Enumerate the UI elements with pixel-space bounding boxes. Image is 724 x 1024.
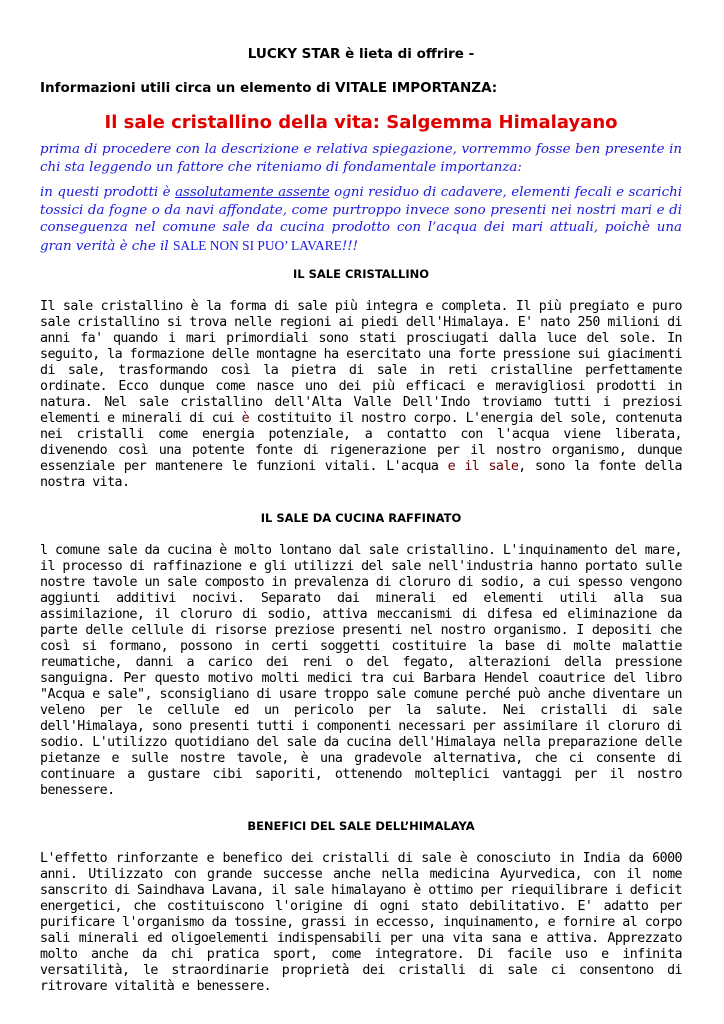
preface-text-b: ogni residuo di cadavere, elementi fecali e scarichi tossici da fogne o da navi affondate, come purtroppo invece sono presenti nei nostri mari e di conseguenza nel comune sale da cucina prodotto con l’acqua dei mari attuali, poichè una gran verità è che il	[40, 185, 682, 254]
page-title: Il sale cristallino della vita: Salgemma Himalayano	[104, 112, 618, 133]
section-text-accent-1: è	[241, 411, 250, 426]
section-text-part-b: costituito il nostro corpo. L'energia del sole, contenuta nei cristalli come energia potenziale, a contatto con l'acqua viene liberata, divenendo così una potente fonte di rigenerazione per il nostro organismo, dunque essenziale per mantenere le funzioni vitali. L'acqua	[40, 411, 682, 474]
section-text-accent-2: e il sale	[447, 459, 519, 474]
section-text-sale-da-cucina: l comune sale da cucina è molto lontano dal sale cristallino. L'inquinamento del mare, il processo di raffinazione e gli utilizzi del sale nell'industria hanno portato sulle nostre tavole un sale composto in prevalenza di cloruro di sodio, a cui spesso vengono aggiunti additivi nocivi. Separato dai minerali ed elementi utili alla sua assimilazione, il cloruro di sodio, attiva meccanismi di difesa ed eliminazione da parte delle cellule di risorse preziose presenti nel nostro organismo. I depositi che così si formano, possono in certi soggetti costituire la base di molte malattie reumatiche, danni a carico dei reni o del fegato, alterazioni della pressione sanguigna. Per questo motivo molti medici tra cui Barbara Hendel coautrice del libro "Acqua e sale", sconsigliano di usare troppo sale comune perché può anche diventare un veleno per le cellule ed un pericolo per la salute. Nei cristalli di sale dell'Himalaya, sono presenti tutti i componenti necessari per assimilare il cloruro di sodio. L'utilizzo quotidiano del sale da cucina dell'Himalaya nella preparazione delle pietanze e sulle nostre tavole, è una gradevole alternativa, che ci consente di continuare a gustare cibi saporiti, ottenendo molteplici vantaggi per il nostro benessere.	[40, 543, 682, 798]
section-text-part-c: , sono la fonte della nostra vita.	[40, 459, 682, 490]
preface-underlined-text: assolutamente assente	[175, 185, 330, 200]
intro-line-2: Informazioni utili circa un elemento di VITALE IMPORTANZA:	[40, 80, 498, 96]
section-heading-sale-da-cucina: IL SALE DA CUCINA RAFFINATO	[260, 511, 462, 525]
preface-paragraph-2	[40, 184, 682, 255]
section-heading-sale-cristallino: IL SALE CRISTALLINO	[292, 267, 430, 281]
preface-text-a: in questi prodotti è	[40, 185, 176, 200]
preface-text-end: !!!	[341, 238, 358, 254]
document-page	[40, 40, 682, 995]
section-text-sale-cristallino	[40, 299, 682, 491]
section-text-benefici: L'effetto rinforzante e benefico dei cristalli di sale è conosciuto in India da 6000 anni. Utilizzato con grande successe anche nella medicina Ayurvedica, con il nome sanscrito di Saindhava Lavana, il sale himalayano è ottimo per riequilibrare i deficit energetici, che costituiscono l'origine di ogni stato debilitativo. E' adatto per purificare l'organismo da tossine, grassi in eccesso, inquinamento, e fornire al corpo sali minerali ed oligoelementi indispensabili per una vita sana e attiva. Apprezzato molto anche da chi pratica sport, come integratore. Di facile uso e infinita versatilità, le straordinarie proprietà dei cristalli di sale ci consentono di ritrovare vitalità e benessere.	[40, 851, 682, 994]
section-heading-benefici: BENEFICI DEL SALE DELL’HIMALAYA	[247, 819, 475, 833]
intro-line-1: LUCKY STAR è lieta di offrire -	[247, 46, 475, 62]
preface-paragraph-1: prima di procedere con la descrizione e relativa spiegazione, vorremmo fosse ben presente in chi sta leggendo un fattore che riteniamo di fondamentale importanza:	[40, 142, 682, 175]
section-text-part-a: Il sale cristallino è la forma di sale più integra e completa. Il più pregiato e puro sale cristallino si trova nelle regioni ai piedi dell'Himalaya. E' nato 250 milioni di anni fa' quando i mari primordiali sono stati prosciugati dalla luce del sole. In seguito, la formazione delle montagne ha esercitato una forte pressione sui giacimenti di sale, trasformando così la pietra di sale in reti cristalline perfettamente ordinate. Ecco dunque come nasce uno dei più efficaci e meravigliosi prodotti in natura. Nel sale cristallino dell'Alta Valle Dell'Indo troviamo tutti i preziosi elementi e minerali di cui	[40, 299, 682, 426]
preface-emphasis-text: SALE NON SI PUO’ LAVARE	[172, 237, 342, 253]
